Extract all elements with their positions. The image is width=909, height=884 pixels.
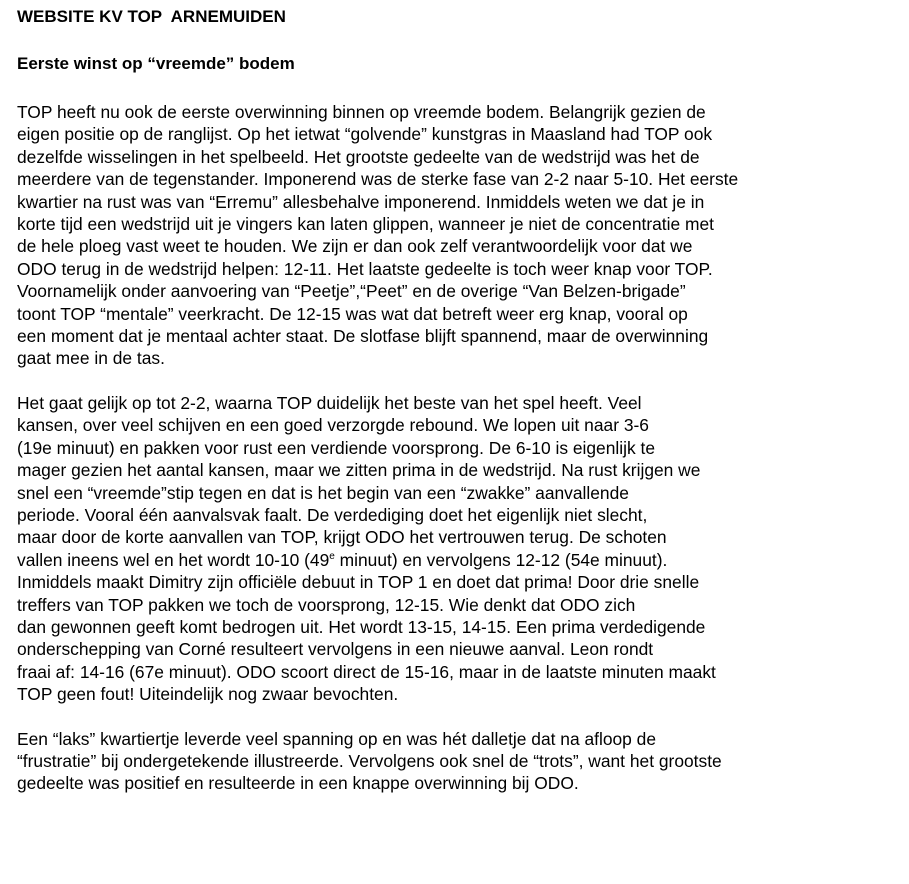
paragraph-line: (19e minuut) en pakken voor rust een verdiende voorsprong. De 6-10 is eigenlijk te bbox=[17, 437, 656, 458]
paragraph-line: een moment dat je mentaal achter staat. De slotfase blijft spannend, maar de overwinning bbox=[17, 326, 709, 347]
paragraph-line: korte tijd een wedstrijd uit je vingers kan laten glippen, wanneer je niet de concentratie met bbox=[17, 214, 714, 235]
paragraph-line: dan gewonnen geeft komt bedrogen uit. Het wordt 13-15, 14-15. Een prima verdedigende bbox=[17, 616, 706, 637]
paragraph-line: mager gezien het aantal kansen, maar we zitten prima in de wedstrijd. Na rust krijgen we bbox=[17, 460, 701, 481]
paragraph-line: toont TOP “mentale” veerkracht. De 12-15 was wat dat betreft weer erg knap, vooral op bbox=[17, 303, 688, 324]
line-text-before: vallen ineens wel en het wordt 10-10 (49 bbox=[17, 549, 330, 570]
document-page bbox=[17, 6, 903, 795]
line-text-after: minuut) en vervolgens 12-12 (54e minuut). bbox=[334, 549, 668, 570]
paragraph-line: eigen positie op de ranglijst. Op het ietwat “golvende” kunstgras in Maasland had TOP ook bbox=[17, 124, 713, 145]
paragraph-line: Een “laks” kwartiertje leverde veel spanning op en was hét dalletje dat na afloop de bbox=[17, 728, 657, 749]
paragraph-line: de hele ploeg vast weet te houden. We zijn er dan ook zelf verantwoordelijk voor dat we bbox=[17, 236, 693, 257]
paragraph-line: “frustratie” bij ondergetekende illustreerde. Vervolgens ook snel de “trots”, want het grootste bbox=[17, 750, 722, 771]
paragraph-line: ODO terug in de wedstrijd helpen: 12-11. Het laatste gedeelte is toch weer knap voor TOP. bbox=[17, 258, 713, 279]
paragraph-line: TOP geen fout! Uiteindelijk nog zwaar bevochten. bbox=[17, 684, 399, 705]
paragraph-line: periode. Vooral één aanvalsvak faalt. De verdediging doet het eigenlijk niet slecht, bbox=[17, 504, 648, 525]
paragraph-1 bbox=[17, 101, 903, 370]
paragraph-line: TOP heeft nu ook de eerste overwinning binnen op vreemde bodem. Belangrijk gezien de bbox=[17, 102, 706, 122]
paragraph-line: kansen, over veel schijven en een goed verzorgde rebound. We lopen uit naar 3-6 bbox=[17, 415, 649, 436]
ordinal-superscript: e bbox=[329, 550, 335, 562]
paragraph-line: gedeelte was positief en resulteerde in een knappe overwinning bij ODO. bbox=[17, 773, 579, 794]
paragraph-line: onderschepping van Corné resulteert vervolgens in een nieuwe aanval. Leon rondt bbox=[17, 639, 654, 660]
paragraph-2 bbox=[17, 392, 903, 706]
article-title: Eerste winst op “vreemde” bodem bbox=[17, 54, 295, 73]
paragraph-line: kwartier na rust was van “Erremu” allesbehalve imponerend. Inmiddels weten we dat je in bbox=[17, 191, 705, 212]
paragraph-line: Inmiddels maakt Dimitry zijn officiële debuut in TOP 1 en doet dat prima! Door drie snelle bbox=[17, 572, 700, 593]
paragraph-line: maar door de korte aanvallen van TOP, krijgt ODO het vertrouwen terug. De schoten bbox=[17, 527, 667, 548]
paragraph-line: treffers van TOP pakken we toch de voorsprong, 12-15. Wie denkt dat ODO zich bbox=[17, 594, 636, 615]
paragraph-line: gaat mee in de tas. bbox=[17, 348, 165, 369]
paragraph-line-with-superscript bbox=[17, 549, 903, 571]
paragraph-line: dezelfde wisselingen in het spelbeeld. Het grootste gedeelte van de wedstrijd was het de bbox=[17, 146, 700, 167]
paragraph-3 bbox=[17, 728, 903, 795]
paragraph-line: Voornamelijk onder aanvoering van “Peetje”,“Peet” en de overige “Van Belzen-brigade” bbox=[17, 281, 686, 302]
paragraph-line: meerdere van de tegenstander. Imponerend was de sterke fase van 2-2 naar 5-10. Het eerste bbox=[17, 169, 739, 190]
paragraph-line: fraai af: 14-16 (67e minuut). ODO scoort direct de 15-16, maar in de laatste minuten maakt bbox=[17, 661, 716, 682]
paragraph-line: Het gaat gelijk op tot 2-2, waarna TOP duidelijk het beste van het spel heeft. Veel bbox=[17, 392, 642, 413]
paragraph-line: snel een “vreemde”stip tegen en dat is het begin van een “zwakke” aanvallende bbox=[17, 482, 629, 503]
site-title: WEBSITE KV TOP ARNEMUIDEN bbox=[17, 7, 286, 26]
